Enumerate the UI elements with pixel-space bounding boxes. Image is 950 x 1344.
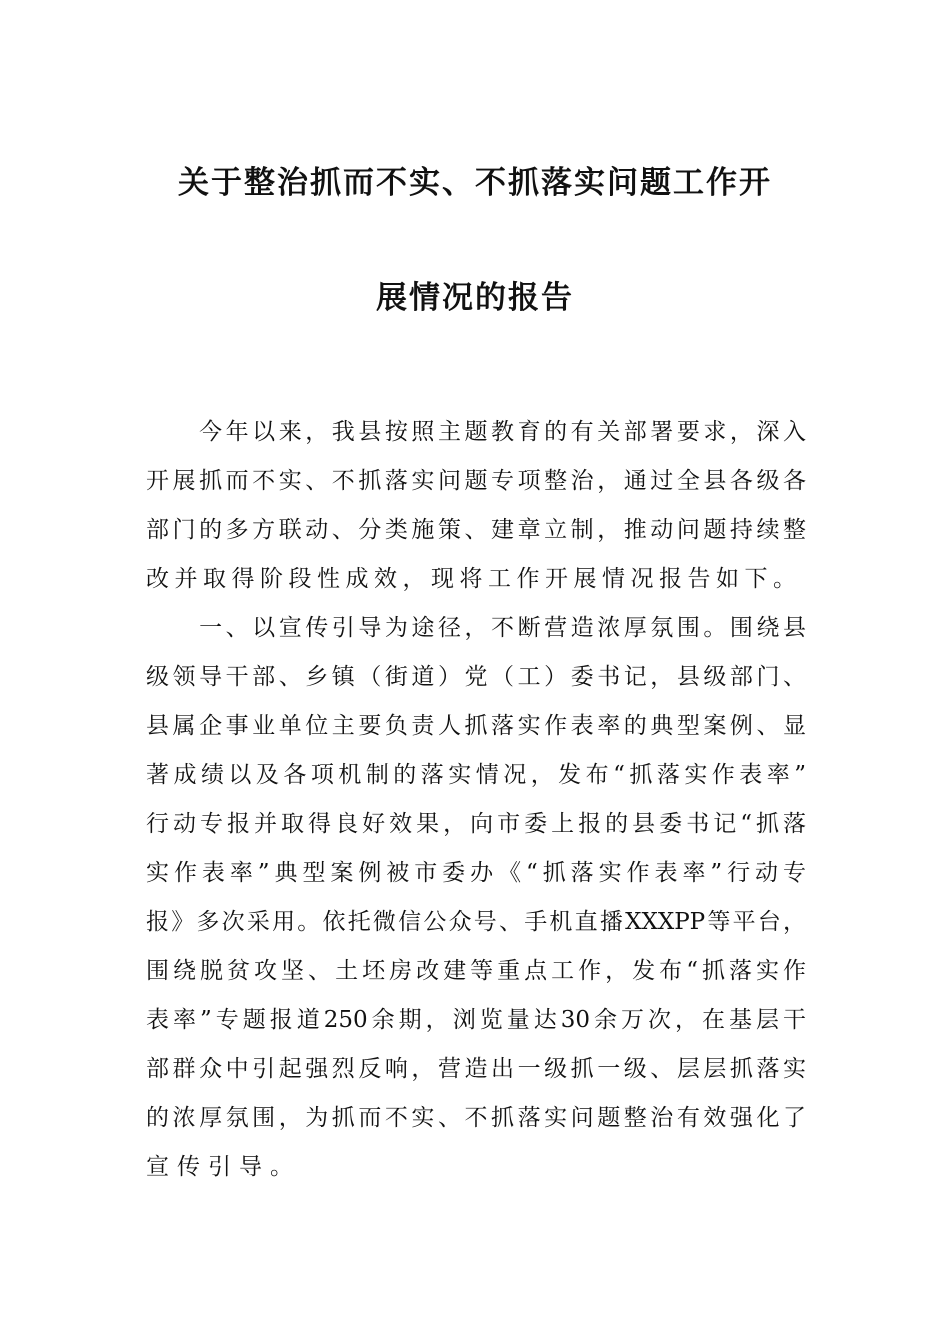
document-title-line-2: 展情况的报告 — [376, 280, 574, 316]
text-line: 实作表率”典型案例被市委办《“抓落实作表率”行动专 — [146, 860, 806, 886]
text-line: 今年以来，我县按照主题教育的有关部署要求，深入 — [146, 419, 806, 445]
text-line: 表率”专题报道250余期，浏览量达30余万次，在基层干 — [146, 1007, 806, 1033]
paragraph-section-1 — [146, 604, 806, 1192]
text-line: 著成绩以及各项机制的落实情况，发布“抓落实作表率” — [146, 762, 806, 788]
paragraph-intro — [146, 408, 806, 604]
text-line: 一、以宣传引导为途径，不断营造浓厚氛围。围绕县 — [146, 615, 806, 641]
text-line: 开展抓而不实、不抓落实问题专项整治，通过全县各级各 — [146, 468, 806, 494]
text-line: 改并取得阶段性成效，现将工作开展情况报告如下。 — [146, 566, 802, 592]
document-body — [146, 408, 806, 1192]
text-line: 围绕脱贫攻坚、土坯房改建等重点工作，发布“抓落实作 — [146, 958, 806, 984]
text-line: 的浓厚氛围，为抓而不实、不抓落实问题整治有效强化了 — [146, 1105, 806, 1131]
text-line: 部门的多方联动、分类施策、建章立制，推动问题持续整 — [146, 517, 806, 543]
text-line: 级领导干部、乡镇（街道）党（工）委书记，县级部门、 — [146, 664, 806, 690]
text-line: 部群众中引起强烈反响，营造出一级抓一级、层层抓落实 — [146, 1056, 806, 1082]
text-line: 宣传引导。 — [146, 1154, 301, 1180]
text-line: 行动专报并取得良好效果，向市委上报的县委书记“抓落 — [146, 811, 806, 837]
document-title-line-1: 关于整治抓而不实、不抓落实问题工作开 — [178, 165, 772, 201]
text-line: 报》多次采用。依托微信公众号、手机直播XXXPP等平台， — [146, 909, 806, 935]
text-line: 县属企事业单位主要负责人抓落实作表率的典型案例、显 — [146, 713, 806, 739]
